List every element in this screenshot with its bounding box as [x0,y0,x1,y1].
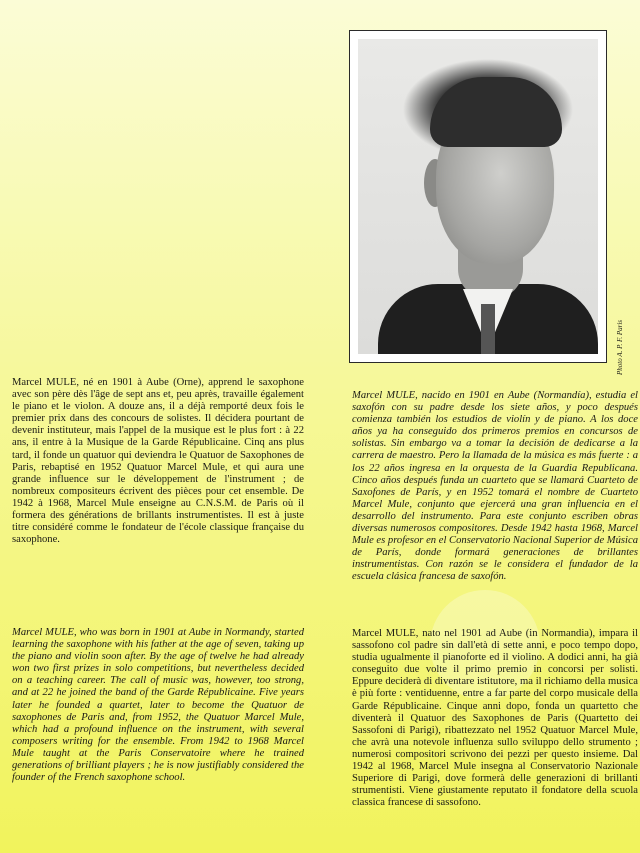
photo-credit: Photo A. P. F. Paris [616,319,624,375]
hair-shape [430,77,562,147]
text-english: Marcel MULE, who was born in 1901 at Aube in Normandy, started learning the saxophone with his father at the age of seven, taking up the piano and violin soon after. By the age of twelve he had already won two first prizes in solo competitions, but nevertheless decided on a teaching career. The call of music was, however, too strong, and at 22 he joined the band of the Garde Républicaine. Five years later he founded a quartet, later to become the Quatuor de saxophones de Paris and, from 1952, the Quatuor Marcel Mule, which had a profound influence on the instrument, with several composers writing for the ensemble. From 1942 to 1968 Marcel Mule taught at the Paris Conservatoire where he trained generations of brilliant players ; he is now justifiably considered the founder of the French saxophone school. [12,627,304,784]
text-italian: Marcel MULE, nato nel 1901 ad Aube (in Normandia), impara il sassofono col padre sin dall'età di sette anni, e poco tempo dopo, studia ugualmente il pianoforte ed il violino. A dodici anni, ha già conseguito due volte il primo premio in concorsi per solisti. Eppure deciderà di diventare istitutore, ma il richiamo della musica è più forte : ventiduenne, entre a far parte del corpo musicale della Garde Républicaine. Cinque anni dopo, fonda un quartetto che diventerà il Quatuor des Saxophones de Paris (Quartetto dei Sassofoni di Parigi), ribattezzato nel 1952 Quatuor Marcel Mule, che avrà una notevole influenza sullo sviluppo dello strumento ; numerosi compositori scrivono dei pezzi per questo insieme. Dal 1942 al 1968, Marcel Mule insegna al Conservatorio Nazionale Superiore di Parigi, dove formerà delle generazioni di brillanti strumentisti. Viene giustamente reputato il fondatore della scuola classica francese di sassofono. [352,628,638,809]
text-spanish: Marcel MULE, nacido en 1901 en Aube (Normandía), estudia el saxofón con su padre desde los siete años, y poco después comienza también los estudios de violín y de piano. A los doce años ya ha conseguido dos primeros premios en concursos de solistas. Sin embargo va a tomar la decisión de dedicarse a la carrera de maestro. Pero la llamada de la música es más fuerte : a los 22 años ingresa en la orquesta de la Guardia Republicana. Cinco años después funda un cuarteto que se llamará Cuarteto de Saxofones de París, y en 1952 tomará el nombre de Cuarteto Marcel Mule, conjunto que ejercerá una gran influencia en el desarrollo del instrumento. Para este conjunto escriben obras diversas numerosos compositores. Desde 1942 hasta 1968, Marcel Mule es profesor en el Conservatorio Nacional Superior de Música de París, donde formará generaciones de brillantes instrumentistas. Con razón se le considera el fundador de la escuela clásica francesa de saxofón. [352,390,638,583]
portrait-frame [349,30,607,363]
portrait-photo [358,39,598,354]
tie-shape [481,304,495,354]
text-french: Marcel MULE, né en 1901 à Aube (Orne), apprend le saxophone avec son père dès l'âge de sept ans et, peu après, travaille également le piano et le violon. A douze ans, il a déjà remporté deux fois le premier prix dans des concours de solistes. Il décidera pourtant de devenir instituteur, mais l'appel de la musique est le plus fort : à 22 ans, il entre à la Musique de la Garde Républicaine. Cinq ans plus tard, il fonde un quatuor qui deviendra le Quatuor de Saxophones de Paris, rebaptisé en 1952 Quatuor Marcel Mule, et qui aura une grande influence sur le développement de l'instrument ; de nombreux compositeurs écrivent des pièces pour cet ensemble. De 1942 à 1968, Marcel Mule enseigne au C.N.S.M. de Paris où il formera des générations de brillants instrumentistes. Il est à juste titre considéré comme le fondateur de l'école classique française du saxophone. [12,377,304,546]
